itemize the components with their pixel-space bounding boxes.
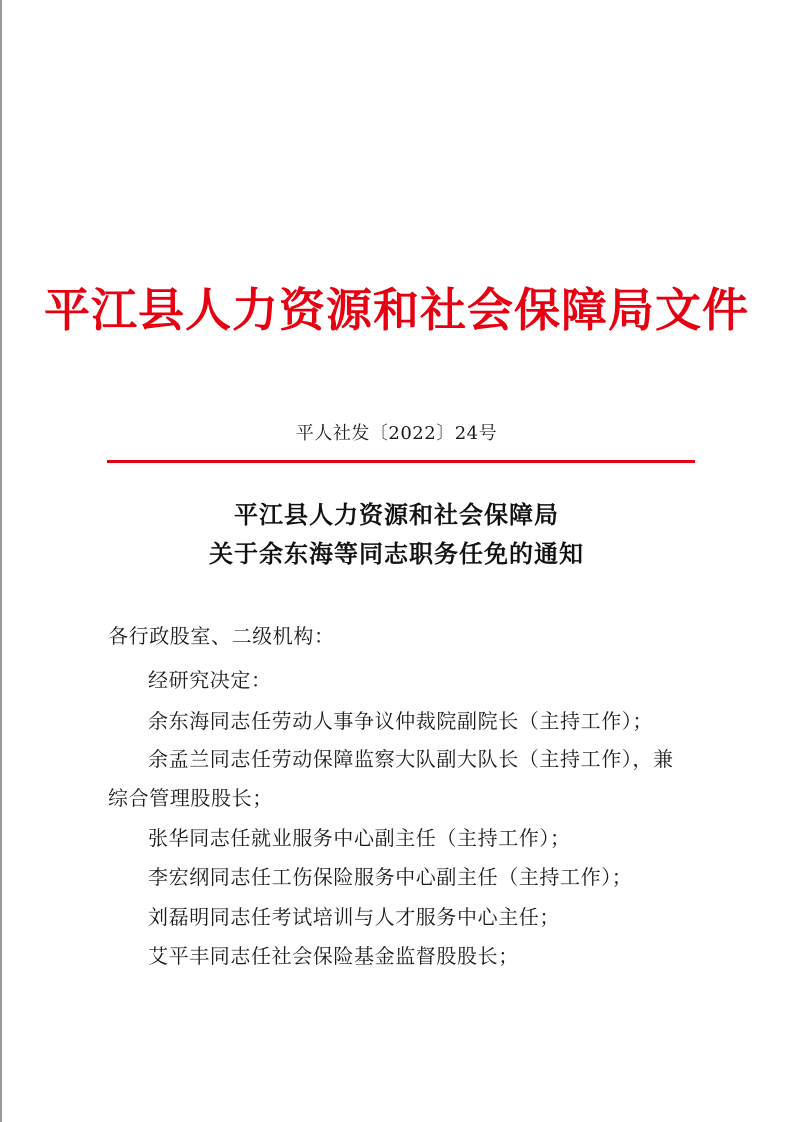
appointment-line: 余东海同志任劳动人事争议仲裁院副院长（主持工作）；: [148, 709, 653, 733]
addressee-line: 各行政股室、二级机构：: [108, 624, 335, 648]
red-separator-line: [107, 460, 695, 463]
appointment-line: 刘磊明同志任考试培训与人才服务中心主任；: [148, 905, 560, 929]
document-number: 平人社发〔2022〕24号: [295, 423, 498, 444]
appointment-line: 张华同志任就业服务中心副主任（主持工作）；: [148, 826, 571, 850]
notice-title-line-1: 平江县人力资源和社会保障局: [234, 500, 559, 529]
intro-line: 经研究决定：: [148, 668, 272, 692]
appointment-line: 李宏纲同志任工伤保险服务中心副主任（主持工作）；: [148, 865, 633, 889]
notice-title-line-2: 关于余东海等同志职务任免的通知: [209, 539, 584, 568]
appointment-line: 余孟兰同志任劳动保障监察大队副大队长（主持工作），兼: [148, 747, 674, 771]
appointment-line-continued: 综合管理股股长；: [108, 786, 273, 810]
document-header-title: 平江县人力资源和社会保障局文件: [44, 283, 749, 337]
appointment-line: 艾平丰同志任社会保险基金监督股股长；: [148, 944, 519, 968]
